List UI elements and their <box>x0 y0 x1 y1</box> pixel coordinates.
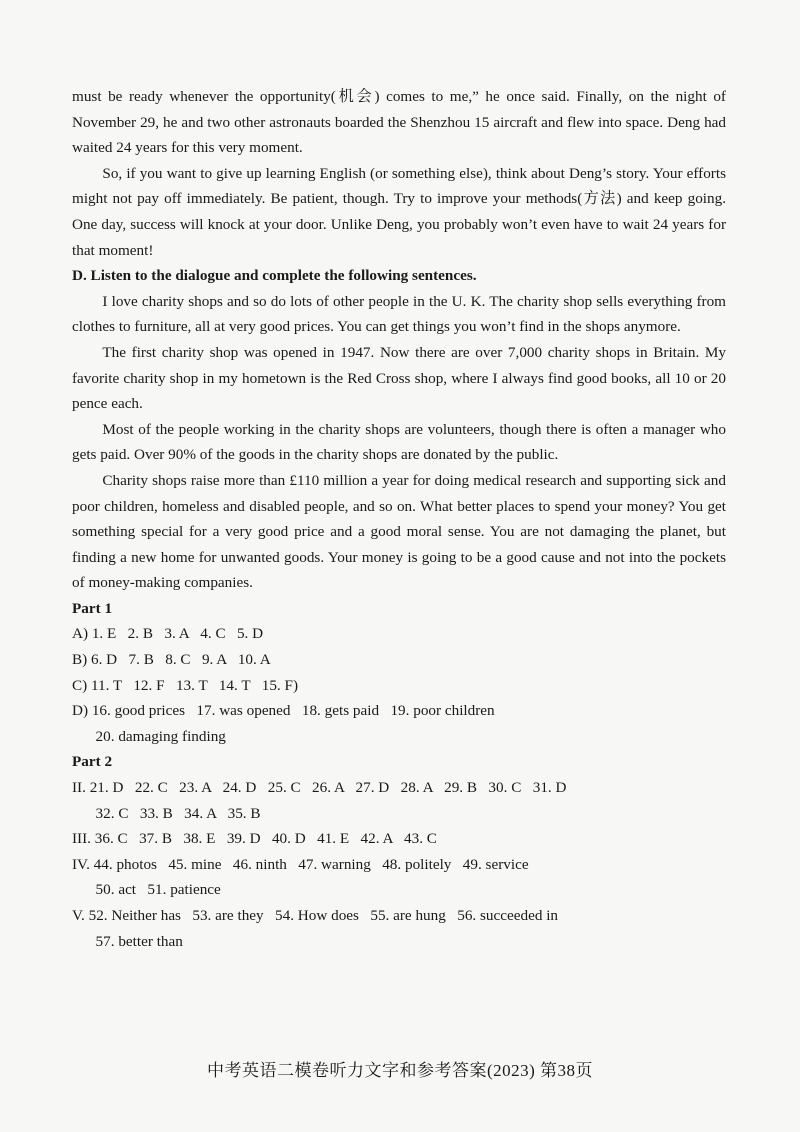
answer-line: IV. 44. photos 45. mine 46. ninth 47. warning 48. politely 49. service <box>72 855 529 873</box>
page-footer: 中考英语二模卷听力文字和参考答案(2023) 第38页 <box>206 1061 594 1080</box>
section-d-heading: D. Listen to the dialogue and complete the following sentences. <box>72 267 477 285</box>
answer-line: D) 16. good prices 17. was opened 18. gets paid 19. poor children <box>72 702 495 720</box>
answer-line: V. 52. Neither has 53. are they 54. How does 55. are hung 56. succeeded in <box>72 907 559 924</box>
dialogue-paragraph: Most of the people working in the charity shops are volunteers, though there is often a manager who gets paid. Over 90% of the goods in the charity shops are donated by the public. <box>72 420 726 464</box>
part1-heading: Part 1 <box>72 599 113 617</box>
part2-heading: Part 2 <box>72 753 113 771</box>
dialogue-paragraph: The first charity shop was opened in 1947. Now there are over 7,000 charity shops in Britain. My favorite charity shop in my hometown is the Red Cross shop, where I always find good books, all 10 or 20 pence each. <box>72 343 726 413</box>
answer-line: 57. better than <box>95 932 183 950</box>
answer-line: 50. act 51. patience <box>95 881 221 899</box>
answer-line: 20. damaging finding <box>95 727 226 745</box>
answer-line: 32. C 33. B 34. A 35. B <box>95 804 261 822</box>
answer-line: A) 1. E 2. B 3. A 4. C 5. D <box>72 625 264 643</box>
answer-line: B) 6. D 7. B 8. C 9. A 10. A <box>72 651 271 669</box>
document-body <box>72 84 726 954</box>
passage-paragraph: must be ready whenever the opportunity(机会) comes to me,” he once said. Finally, on the night of November 29, he and two other astronauts boarded the Shenzhou 15 aircraft and flew into space. Deng had waited 24 years for this very moment. <box>72 88 726 157</box>
answer-line: III. 36. C 37. B 38. E 39. D 40. D 41. E 42. A 43. C <box>72 830 437 848</box>
passage-paragraph: So, if you want to give up learning English (or something else), think about Deng’s story. Your efforts might not pay off immediately. Be patient, though. Try to improve your methods(方法) and keep going. One day, success will knock at your door. Unlike Deng, you probably won’t even have to wait 24 years for that moment! <box>72 164 726 259</box>
dialogue-paragraph: I love charity shops and so do lots of other people in the U. K. The charity shop sells everything from clothes to furniture, all at very good prices. You can get things you won’t find in the shops anymore. <box>72 292 726 336</box>
dialogue-paragraph: Charity shops raise more than £110 million a year for doing medical research and supporting sick and poor children, homeless and disabled people, and so on. What better places to spend your money? You get something special for a very good price and a good moral sense. You are not damaging the planet, but finding a new home for unwanted goods. Your money is going to be a good cause and not into the pockets of money-making companies. <box>72 471 726 592</box>
answer-line: II. 21. D 22. C 23. A 24. D 25. C 26. A 27. D 28. A 29. B 30. C 31. D <box>72 779 567 797</box>
answer-line: C) 11. T 12. F 13. T 14. T 15. F) <box>72 676 299 694</box>
